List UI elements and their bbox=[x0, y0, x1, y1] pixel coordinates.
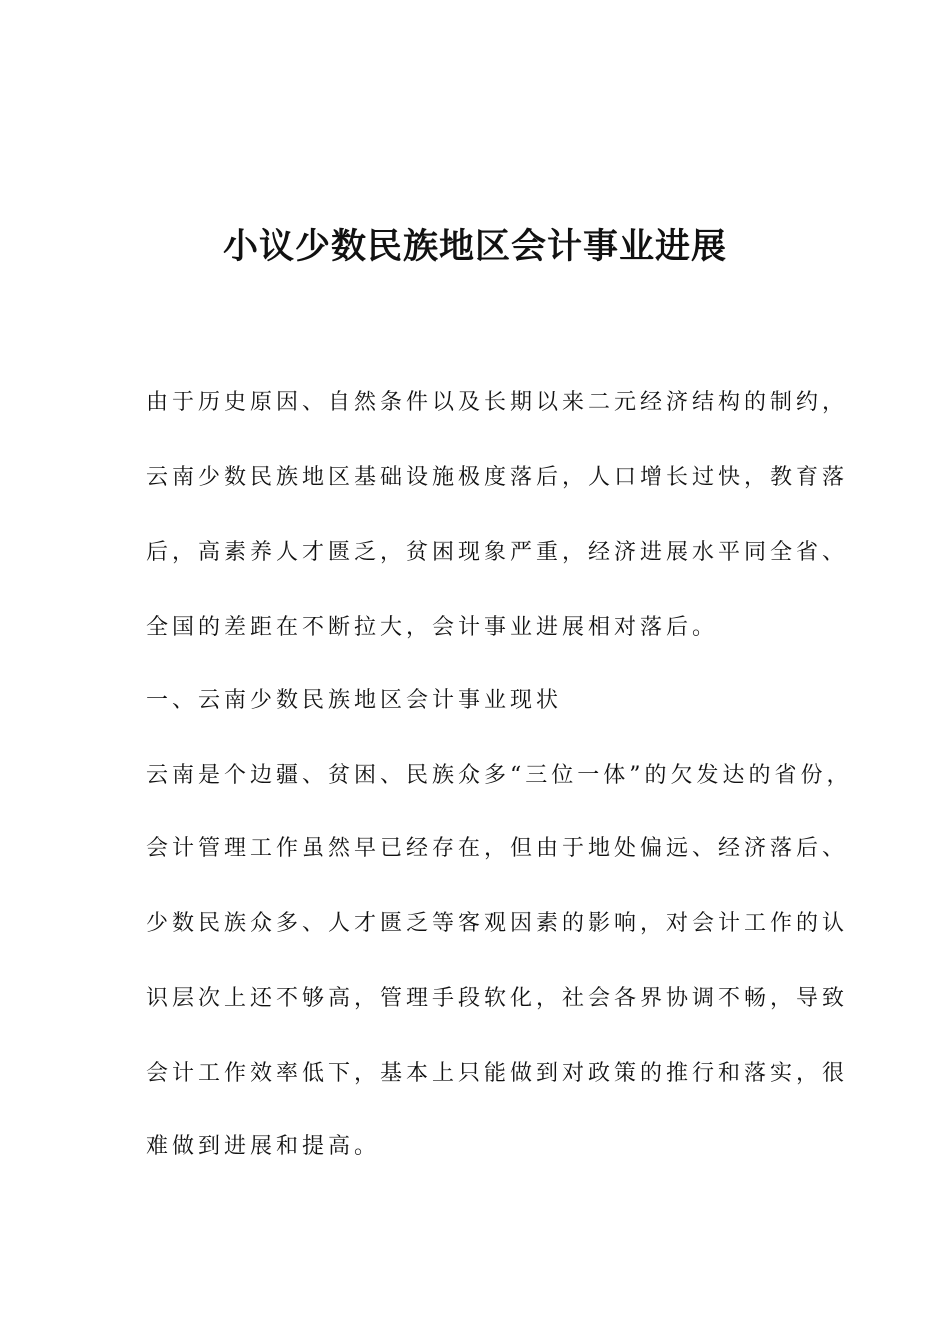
body-line-11: 难做到进展和提高。 bbox=[146, 1134, 381, 1159]
body-line-9: 识层次上还不够高，管理手段软化，社会各界协调不畅，导致 bbox=[146, 986, 849, 1011]
body-line-4: 全国的差距在不断拉大，会计事业进展相对落后。 bbox=[146, 615, 719, 640]
section-heading: 一、云南少数民族地区会计事业现状 bbox=[146, 688, 563, 713]
body-line-7: 会计管理工作虽然早已经存在，但由于地处偏远、经济落后、 bbox=[146, 836, 849, 861]
body-line-10: 会计工作效率低下，基本上只能做到对政策的推行和落实，很 bbox=[146, 1061, 849, 1086]
body-line-2: 云南少数民族地区基础设施极度落后，人口增长过快，教育落 bbox=[146, 465, 849, 490]
body-line-8: 少数民族众多、人才匮乏等客观因素的影响，对会计工作的认 bbox=[146, 911, 849, 936]
document-title: 小议少数民族地区会计事业进展 bbox=[222, 227, 727, 267]
body-line-6: 云南是个边疆、贫困、民族众多“三位一体”的欠发达的省份， bbox=[146, 763, 853, 788]
body-line-1: 由于历史原因、自然条件以及长期以来二元经济结构的制约， bbox=[146, 390, 849, 415]
body-line-3: 后，高素养人才匮乏，贫困现象严重，经济进展水平同全省、 bbox=[146, 540, 849, 565]
